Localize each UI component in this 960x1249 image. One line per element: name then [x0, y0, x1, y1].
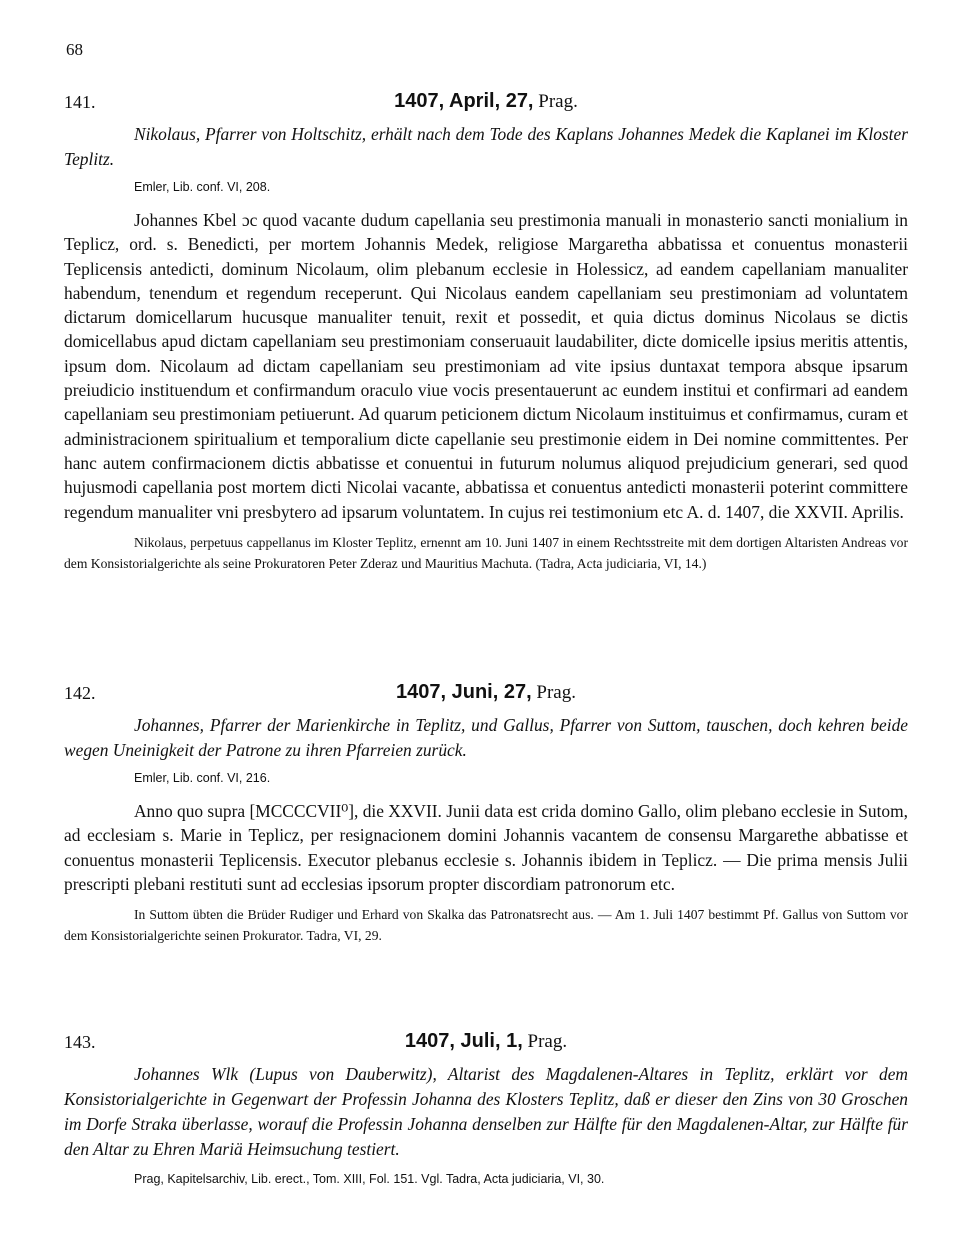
page-number: 68	[66, 40, 83, 59]
entry-summary: Johannes, Pfarrer der Marienkirche in Teplitz, und Gallus, Pfarrer von Suttom, tauschen, doch kehren beide wegen Uneinigkeit der Patrone zu ihren Pfarreien zurück.	[64, 715, 908, 760]
entry-141	[64, 92, 908, 574]
entry-date	[64, 1030, 908, 1053]
entry-number: 141.	[64, 92, 96, 112]
entry-date-bold: 1407, Juni, 27,	[396, 681, 532, 703]
entry-header	[64, 92, 908, 118]
entry-place: Prag.	[527, 1031, 568, 1052]
entry-body: Johannes Kbel ɔc quod vacante dudum capellania seu prestimonia manuali in monasterio sancti monialium in Teplicz, ord. s. Benedicti, per mortem Johannis Medek, religiose Margaretha abbatissa et conuentus monasterii Teplicensis antedicti, dominum Nicolaum, olim plebanum ecclesie in Holessicz, ad eandem capellaniam manualiter habendum, tenendum et regendum receperunt. Qui Nicolaus eandem capellaniam seu prestimoniam ad voluntatem dictarum domicellarum hucusque manualiter tenuit, rexit et possedit, et quia dictus dominus Nicolaus se dictis domicellabus apud dictam capellaniam seu prestimoniam conseruauit laudabiliter, dicte domicelle ipsius meritis attentis, ipsum dom. Nicolaum ad dictam capellaniam seu prestimoniam ad vite ipsius duntaxat tempora absque ipsarum preiudicio instituendum et confirmandum oraculo viue vocis presentauerunt ac eundem institui et confirmari ad eandem capellaniam seu prestimoniam petiuerunt. Ad quarum peticionem dictum Nicolaum instituimus et confirmamus, curam et administracionem spiritualium et temporalium dicte capellanie seu prestimonie eidem in Dei nomine committentes. Per hanc autem confirmacionem dictis abbatisse et conuentui in futurum nolumus aliquod prejudicium generari, sed quod hujusmodi capellania post mortem dicti Nicolai vacante, abbatissa et conuentus antedicti monasterii poterint committere regendum manualiter vni presbytero ad ipsarum voluntatem. In cujus rei testimonium etc A. d. 1407, die XXVII. Aprilis.	[64, 210, 908, 522]
entry-source: Emler, Lib. conf. VI, 216.	[134, 771, 271, 785]
entry-note: Nikolaus, perpetuus cappellanus im Kloster Teplitz, ernennt am 10. Juni 1407 in einem Rechtsstreite mit dem dortigen Altaristen Andreas vor dem Konsistorialgerichte als seine Prokuratoren Peter Zderaz und Mauritius Machuta. (Tadra, Acta judiciaria, VI, 14.)	[64, 534, 908, 571]
entry-source: Emler, Lib. conf. VI, 208.	[134, 180, 271, 194]
entry-date	[64, 90, 908, 113]
entry-number: 142.	[64, 683, 96, 703]
entry-date	[64, 681, 908, 704]
entry-143	[64, 1032, 908, 1186]
entry-date-bold: 1407, April, 27,	[394, 90, 534, 112]
entry-source: Prag, Kapitelsarchiv, Lib. erect., Tom. XIII, Fol. 151. Vgl. Tadra, Acta judiciaria, VI, 30.	[134, 1172, 605, 1186]
entry-142	[64, 683, 908, 946]
entry-number: 143.	[64, 1032, 96, 1052]
entry-body: Anno quo supra [MCCCCVII⁰], die XXVII. Junii data est crida domino Gallo, olim plebano ecclesie in Sutom, ad ecclesiam s. Marie in Teplicz, per resignacionem domini Johannis vacantem de consensu Margarethe abbatisse et conuentus monasterii Teplicensis. Executor plebanus ecclesie s. Johannis ibidem in Teplicz. — Die prima mensis Julii prescripti plebani restituti sunt ad ecclesias ipsorum propter discordiam patronorum etc.	[64, 801, 908, 894]
entry-place: Prag.	[538, 91, 578, 112]
entry-place: Prag.	[536, 682, 576, 703]
entry-date-bold: 1407, Juli, 1,	[404, 1030, 523, 1052]
entry-summary: Johannes Wlk (Lupus von Dauberwitz), Altarist des Magdalenen-Altares in Teplitz, erklärt vor dem Konsistorialgerichte in Gegenwart der Professin Johanna des Klosters Teplitz, daß er dieser den Zins von 30 Groschen im Dorfe Straka überlasse, worauf die Professin Johanna denselben zur Hälfte für den Magdalenen-Altar, zur Hälfte für den Altar zu Ehren Mariä Heimsuchung testiert.	[64, 1064, 908, 1159]
entry-header	[64, 683, 908, 709]
entry-header	[64, 1032, 908, 1058]
entry-note: In Suttom übten die Brüder Rudiger und Erhard von Skalka das Patronatsrecht aus. — Am 1. Juli 1407 bestimmt Pf. Gallus von Suttom vor dem Konsistorialgerichte seinen Prokurator. Tadra, VI, 29.	[64, 907, 908, 944]
entry-summary: Nikolaus, Pfarrer von Holtschitz, erhält nach dem Tode des Kaplans Johannes Medek die Kaplanei im Kloster Teplitz.	[64, 124, 908, 169]
